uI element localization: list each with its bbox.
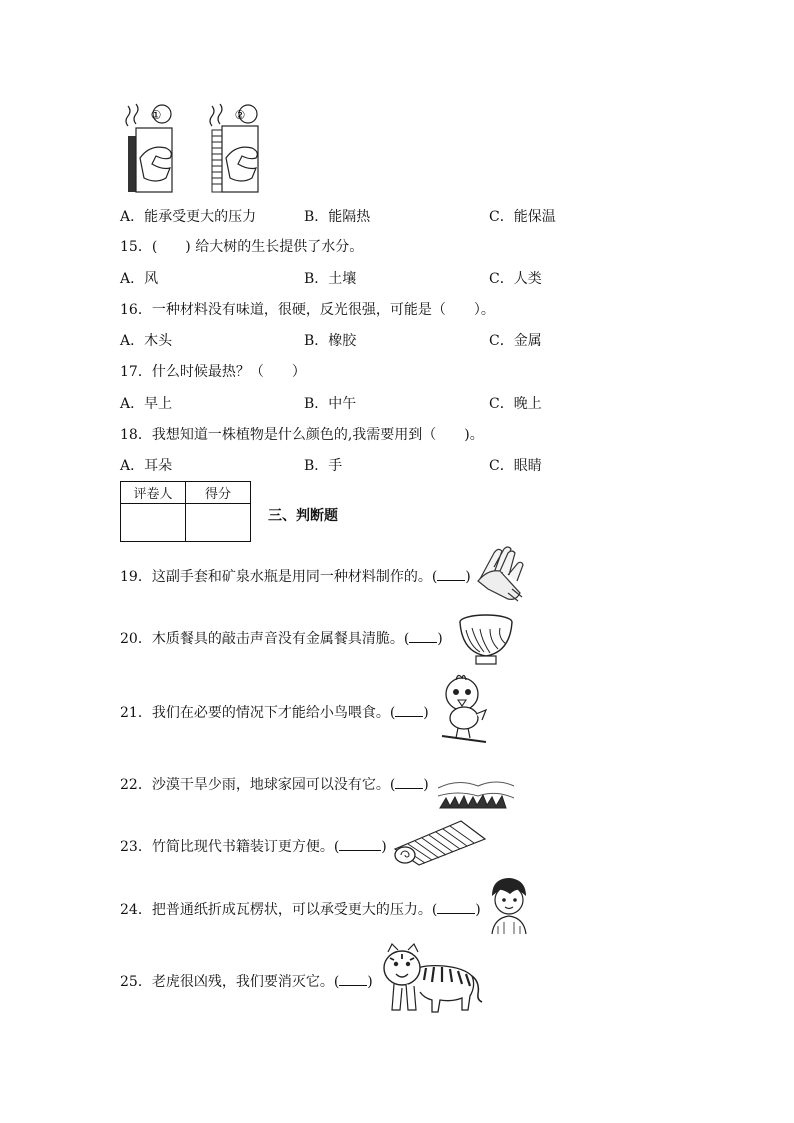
judgment-20-text: 20．木质餐具的敲击声音没有金属餐具清脆。( (120, 631, 410, 647)
judgment-19-text: 19．这副手套和矿泉水瓶是用同一种材料制作的。( (120, 569, 438, 585)
judgment-19-close: ) (465, 569, 471, 585)
q14-option-b[interactable]: B．能隔热 (304, 209, 371, 225)
judgment-25-close: ) (367, 974, 373, 990)
judgment-21 (120, 704, 429, 722)
grader-header: 评卷人 (121, 482, 186, 504)
judgment-23-blank[interactable] (339, 838, 381, 851)
judgment-22 (120, 776, 429, 794)
judgment-25-text: 25．老虎很凶残，我们要消灭它。( (120, 974, 340, 990)
boy-icon (486, 876, 530, 936)
q15-option-c[interactable]: C．人类 (489, 271, 542, 287)
figure-label-two: ② (234, 108, 246, 122)
judgment-20-blank[interactable] (409, 630, 437, 643)
section-title: 三、判断题 (268, 508, 338, 524)
judgment-23-text: 23．竹简比现代书籍装订更方便。( (120, 839, 340, 855)
judgment-19-blank[interactable] (437, 568, 465, 581)
q16-option-c[interactable]: C．金属 (489, 333, 542, 349)
q18-option-a[interactable]: A．耳朵 (120, 458, 173, 474)
q17-option-b[interactable]: B．中午 (304, 396, 357, 412)
q17-text: 17．什么时候最热？（ ） (120, 364, 306, 380)
q18-option-c[interactable]: C．眼睛 (489, 458, 542, 474)
judgment-23 (120, 838, 387, 856)
judgment-20 (120, 630, 443, 648)
judgment-24 (120, 901, 481, 919)
score-header: 得分 (186, 482, 251, 504)
q16-option-a[interactable]: A．木头 (120, 333, 173, 349)
judgment-19 (120, 568, 471, 586)
desert-icon (438, 778, 514, 812)
q15-option-b[interactable]: B．土壤 (304, 271, 357, 287)
q18-option-b[interactable]: B．手 (304, 458, 343, 474)
q16-text: 16．一种材料没有味道，很硬，反光很强，可能是（ ）。 (120, 302, 495, 318)
judgment-22-close: ) (423, 777, 429, 793)
judgment-21-blank[interactable] (395, 704, 423, 717)
q15-text: 15．( ) 给大树的生长提供了水分。 (120, 239, 364, 255)
grader-cell[interactable] (121, 504, 186, 542)
q17-option-c[interactable]: C．晚上 (489, 396, 542, 412)
judgment-22-text: 22．沙漠干旱少雨，地球家园可以没有它。( (120, 777, 396, 793)
gloves-icon (474, 545, 530, 603)
bamboo-scroll-icon (391, 817, 487, 867)
figure-label-one: ① (150, 108, 162, 122)
judgment-22-blank[interactable] (395, 776, 423, 789)
q14-option-c[interactable]: C．能保温 (489, 209, 556, 225)
judgment-24-close: ) (475, 902, 481, 918)
figure-one-icon (126, 104, 172, 192)
q15-option-a[interactable]: A．风 (120, 271, 159, 287)
q18-text: 18．我想知道一株植物是什么颜色的,我需要用到（ )。 (120, 427, 484, 443)
judgment-21-close: ) (423, 705, 429, 721)
q16-option-b[interactable]: B．橡胶 (304, 333, 357, 349)
score-cell[interactable] (186, 504, 251, 542)
tiger-icon (376, 942, 484, 1016)
q14-option-a[interactable]: A．能承受更大的压力 (120, 209, 257, 225)
judgment-25 (120, 973, 373, 991)
judgment-21-text: 21．我们在必要的情况下才能给小鸟喂食。( (120, 705, 396, 721)
corrugated-experiment-figure (118, 108, 278, 198)
judgment-25-blank[interactable] (339, 973, 367, 986)
wooden-bowl-icon (456, 612, 516, 668)
q17-option-a[interactable]: A．早上 (120, 396, 173, 412)
judgment-23-close: ) (381, 839, 387, 855)
judgment-20-close: ) (437, 631, 443, 647)
judgment-24-text: 24．把普通纸折成瓦楞状，可以承受更大的压力。( (120, 902, 438, 918)
judgment-24-blank[interactable] (437, 901, 475, 914)
score-table (120, 481, 251, 542)
chick-icon (436, 672, 492, 746)
